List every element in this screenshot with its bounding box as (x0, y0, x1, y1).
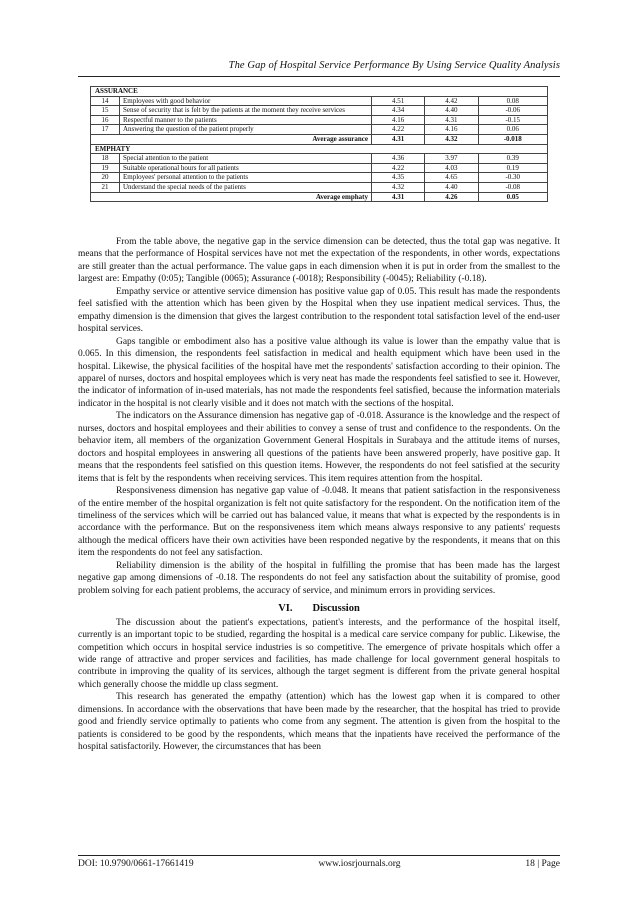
average-value-1: 4.31 (372, 134, 425, 144)
paragraph: The discussion about the patient's expectations, patient's interests, and the performance of the hospital itself, currently is an important topic to be studied, regarding the hospital is a medical care service company for public. Likewise, the competition which occurs in hospital service industries is so competitive. The emergence of private hospitals which offer a wide range of attractive and proper services and facilities, has made challenge for local government general hospitals to contribute in improving the quality of its services, although the target segment is different from the private general hospital which generally choose the middle up class segment. (78, 617, 560, 690)
average-label: Average emphaty (91, 192, 372, 202)
gap-table (90, 86, 548, 202)
average-row (91, 134, 548, 144)
journal-site: www.iosrjournals.org (318, 859, 401, 869)
table-row (91, 173, 548, 183)
running-head: The Gap of Hospital Service Performance By Using Service Quality Analysis (228, 60, 560, 71)
gap-value: -0.15 (478, 115, 547, 125)
value-2: 4.03 (425, 163, 478, 173)
paragraph: Responsiveness dimension has negative gap value of -0.048. It means that patient satisfaction in the responsiveness of the entire member of the hospital organization is felt not quite satisfactory for the respondent. On the notification item of the timeliness of the services which will be carried out has balanced value, it means that what is expected by the respondents is in accordance with the performance. But on the responsiveness item which means always responsive to any patients' requests although the medical officers have their own activities have been responded negative by the respondents, it means that on this item the respondents do not feel any satisfaction. (78, 486, 560, 559)
gap-value: 0.06 (478, 125, 547, 135)
doi: DOI: 10.9790/0661-17661419 (78, 859, 194, 869)
gap-value: 0.08 (478, 96, 547, 106)
average-value-2: 4.26 (425, 192, 478, 202)
value-1: 4.35 (372, 173, 425, 183)
item-number: 20 (91, 173, 120, 183)
page-number: 18 | Page (525, 859, 560, 869)
item-statement: Respectful manner to the patients (120, 115, 372, 125)
item-statement: Sense of security that is felt by the patients at the moment they receive services (120, 106, 372, 116)
value-1: 4.36 (372, 154, 425, 164)
value-1: 4.22 (372, 125, 425, 135)
item-number: 15 (91, 106, 120, 116)
table-row (91, 182, 548, 192)
gap-value: -0.06 (478, 106, 547, 116)
table-row (91, 96, 548, 106)
table-row (91, 125, 548, 135)
section-heading (78, 603, 560, 615)
item-number: 17 (91, 125, 120, 135)
table-row (91, 163, 548, 173)
paragraph: Reliability dimension is the ability of the hospital in fulfilling the promise that has been made has the largest negative gap among dimensions of -0.18. The respondents do not feel any satisfaction about the suitability of promise, good problem solving for each patient problems, the accuracy of service, and minimum errors in providing services. (78, 560, 560, 596)
section-row (91, 87, 548, 97)
item-number: 18 (91, 154, 120, 164)
item-statement: Understand the special needs of the patients (120, 182, 372, 192)
section-title: EMPHATY (91, 144, 548, 154)
item-statement: Employees' personal attention to the patients (120, 173, 372, 183)
value-1: 4.22 (372, 163, 425, 173)
section-title: ASSURANCE (91, 87, 548, 97)
item-statement: Suitable operational hours for all patients (120, 163, 372, 173)
item-number: 14 (91, 96, 120, 106)
table-row (91, 154, 548, 164)
body-text (78, 236, 560, 754)
value-2: 4.65 (425, 173, 478, 183)
section-title: Discussion (312, 603, 360, 615)
value-2: 4.16 (425, 125, 478, 135)
average-gap: 0.05 (478, 192, 547, 202)
header-rule (78, 76, 560, 77)
footer-rule (78, 855, 560, 856)
paragraph: From the table above, the negative gap in the service dimension can be detected, thus the total gap was negative. It means that the performance of Hospital services have not met the expectation of the respondents, in other words, expectations are still greater than the actual performance. The value gaps in each dimension when it is put in order from the smallest to the largest are: Empathy (0:05); Tangible (0065); Assurance (-0018); Responsibility (-0045); Reliability (-0.18). (78, 237, 560, 285)
paragraph: Gaps tangible or embodiment also has a positive value although its value is lower than the empathy value that is 0.065. In this dimension, the respondents feel satisfaction in medical and health equipment which have been used in the hospital. Likewise, the physical facilities of the hospital have met the respondents' satisfaction according to their opinion. The apparel of nurses, doctors and hospital employees which is very neat has made the respondents feel satisfied to see it. However, the indicator of information of in-used materials, has not made the respondents feel satisfied, because the information materials indicator in the hospital is not clearly visible and it does not match with the sections of the hospital. (78, 336, 560, 409)
item-statement: Employees with good behavior (120, 96, 372, 106)
section-row (91, 144, 548, 154)
average-label: Average assurance (91, 134, 372, 144)
value-2: 4.40 (425, 182, 478, 192)
gap-value: 0.39 (478, 154, 547, 164)
value-2: 4.31 (425, 115, 478, 125)
paragraph: The indicators on the Assurance dimension has negative gap of -0.018. Assurance is the knowledge and the respect of nurses, doctors and hospital employees and their abilities to convey a sense of trust and confidence to the respondents. On the behavior item, all members of the organization Government General Hospitals in Surabaya and the attitude items of nurses, doctors and hospital employees in answering all questions of the patients have been answered properly, have positive gap. It means that the respondents feel satisfied on this question items. However, the respondents do not feel satisfied at the security items that is felt by the respondents when receiving services. This item requires attention from the hospital. (78, 411, 560, 484)
paragraph: This research has generated the empathy (attention) which has the lowest gap when it is compared to other dimensions. In accordance with the observations that have been made by the researcher, that the hospital has tried to provide good and friendly service optimally to patients who come from any segment. The attention is given from the hospital to the patients is considered to be good by the respondents, which means that the inpatients have received the performance of the hospital satisfactorily. However, the circumstances that has been (78, 692, 560, 753)
value-1: 4.32 (372, 182, 425, 192)
average-row (91, 192, 548, 202)
paragraph: Empathy service or attentive service dimension has positive value gap of 0.05. This result has made the respondents feel satisfied with the attention which has been given by the Hospital when they use inpatient medical services. Thus, the empathy dimension is the dimension that gives the largest contribution to the respondent total satisfaction level of the end-user hospital services. (78, 286, 560, 335)
item-number: 16 (91, 115, 120, 125)
average-value-1: 4.31 (372, 192, 425, 202)
average-value-2: 4.32 (425, 134, 478, 144)
value-2: 4.40 (425, 106, 478, 116)
value-1: 4.51 (372, 96, 425, 106)
item-number: 19 (91, 163, 120, 173)
gap-value: -0.30 (478, 173, 547, 183)
item-statement: Answering the question of the patient properly (120, 125, 372, 135)
average-gap: -0.018 (478, 134, 547, 144)
value-1: 4.34 (372, 106, 425, 116)
item-number: 21 (91, 182, 120, 192)
value-2: 3.97 (425, 154, 478, 164)
table-row (91, 115, 548, 125)
value-2: 4.42 (425, 96, 478, 106)
gap-value: 0.19 (478, 163, 547, 173)
item-statement: Special attention to the patient (120, 154, 372, 164)
value-1: 4.16 (372, 115, 425, 125)
table-row (91, 106, 548, 116)
page-footer (78, 859, 560, 869)
gap-value: -0.08 (478, 182, 547, 192)
section-number: VI. (278, 603, 293, 615)
